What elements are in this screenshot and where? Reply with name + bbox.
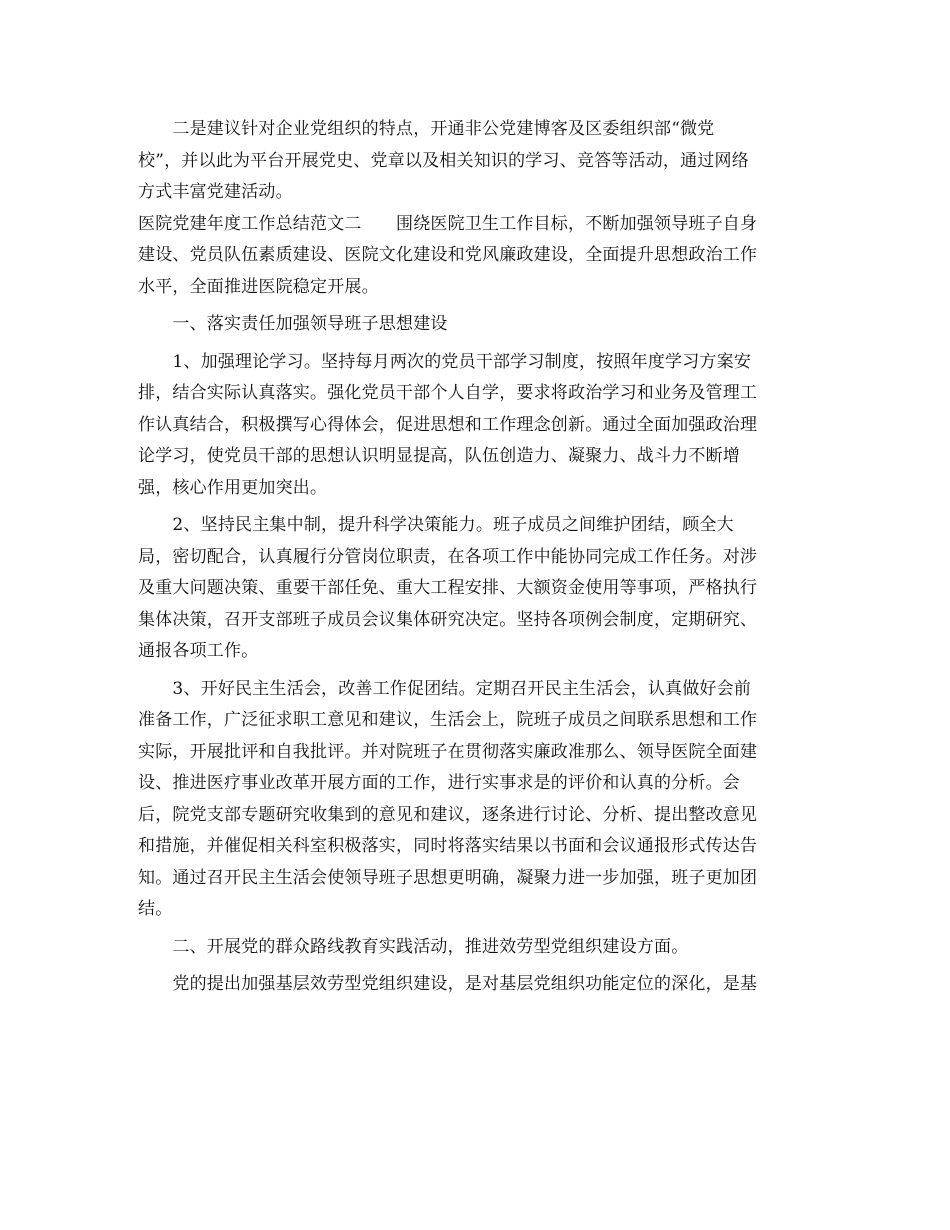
text-line: 局，密切配合，认真履行分管岗位职责，在各项工作中能协同完成工作任务。对涉	[138, 546, 758, 567]
document-body	[138, 114, 818, 1001]
section-heading: 二、开展党的群众路线教育实践活动，推进效劳型党组织建设方面。	[138, 936, 689, 957]
text-line: 建设、党员队伍素质建设、医院文化建设和党风廉政建设，全面提升思想政治工作	[138, 245, 758, 265]
text-line: 论学习，使党员干部的思想认识明显提高，队伍创造力、凝聚力、战斗力不断增	[138, 446, 740, 466]
text-line: 结。	[138, 899, 173, 919]
text-line: 作认真结合，积极撰写心得体会，促进思想和工作理念创新。通过全面加强政治理	[138, 414, 758, 435]
text-line: 排，结合实际认真落实。强化党员干部个人自学，要求将政治学习和业务及管理工	[138, 383, 758, 403]
text-line: 实际，开展批评和自我批评。并对院班子在贯彻落实廉政准那么、领导医院全面建	[138, 741, 758, 762]
text-line: 1、加强理论学习。坚持每月两次的党员干部学习制度，按照年度学习方案安	[138, 351, 752, 372]
text-line: 准备工作，广泛征求职工意见和建议，生活会上，院班子成员之间联系思想和工作	[138, 710, 758, 730]
text-line: 水平，全面推进医院稳定开展。	[138, 276, 379, 297]
text-line: 方式丰富党建活动。	[138, 182, 293, 202]
text-line: 和措施，并催促相关科室积极落实，同时将落实结果以书面和会议通报形式传达告	[138, 836, 758, 856]
text-line: 医院党建年度工作总结范文二 围绕医院卫生工作目标，不断加强领导班子自身	[138, 213, 758, 234]
section-heading: 一、落实责任加强领导班子思想建设	[138, 314, 448, 334]
text-line: 党的提出加强基层效劳型党组织建设，是对基层党组织功能定位的深化，是基	[138, 974, 758, 994]
text-line: 二是建议针对企业党组织的特点，开通非公党建博客及区委组织部“微党	[138, 119, 715, 139]
text-line: 集体决策，召开支部班子成员会议集体研究决定。坚持各项例会制度，定期研究、	[138, 609, 758, 630]
text-line: 强，核心作用更加突出。	[138, 477, 328, 498]
text-line: 校”，并以此为平台开展党史、党章以及相关知识的学习、竞答等活动，通过网络	[138, 150, 749, 171]
text-line: 设、推进医疗事业改革开展方面的工作，进行实事求是的评价和认真的分析。会	[138, 773, 740, 793]
text-line: 知。通过召开民主生活会使领导班子思想更明确，凝聚力进一步加强，班子更加团	[138, 867, 758, 888]
text-line: 后，院党支部专题研究收集到的意见和建议，逐条进行讨论、分析、提出整改意见	[138, 804, 758, 825]
text-line: 2、坚持民主集中制，提升科学决策能力。班子成员之间维护团结，顾全大	[138, 515, 734, 535]
text-line: 通报各项工作。	[138, 641, 259, 661]
text-line: 3、开好民主生活会，改善工作促团结。定期召开民主生活会，认真做好会前	[138, 678, 752, 699]
text-line: 及重大问题决策、重要干部任免、重大工程安排、大额资金使用等事项，严格执行	[138, 578, 758, 598]
